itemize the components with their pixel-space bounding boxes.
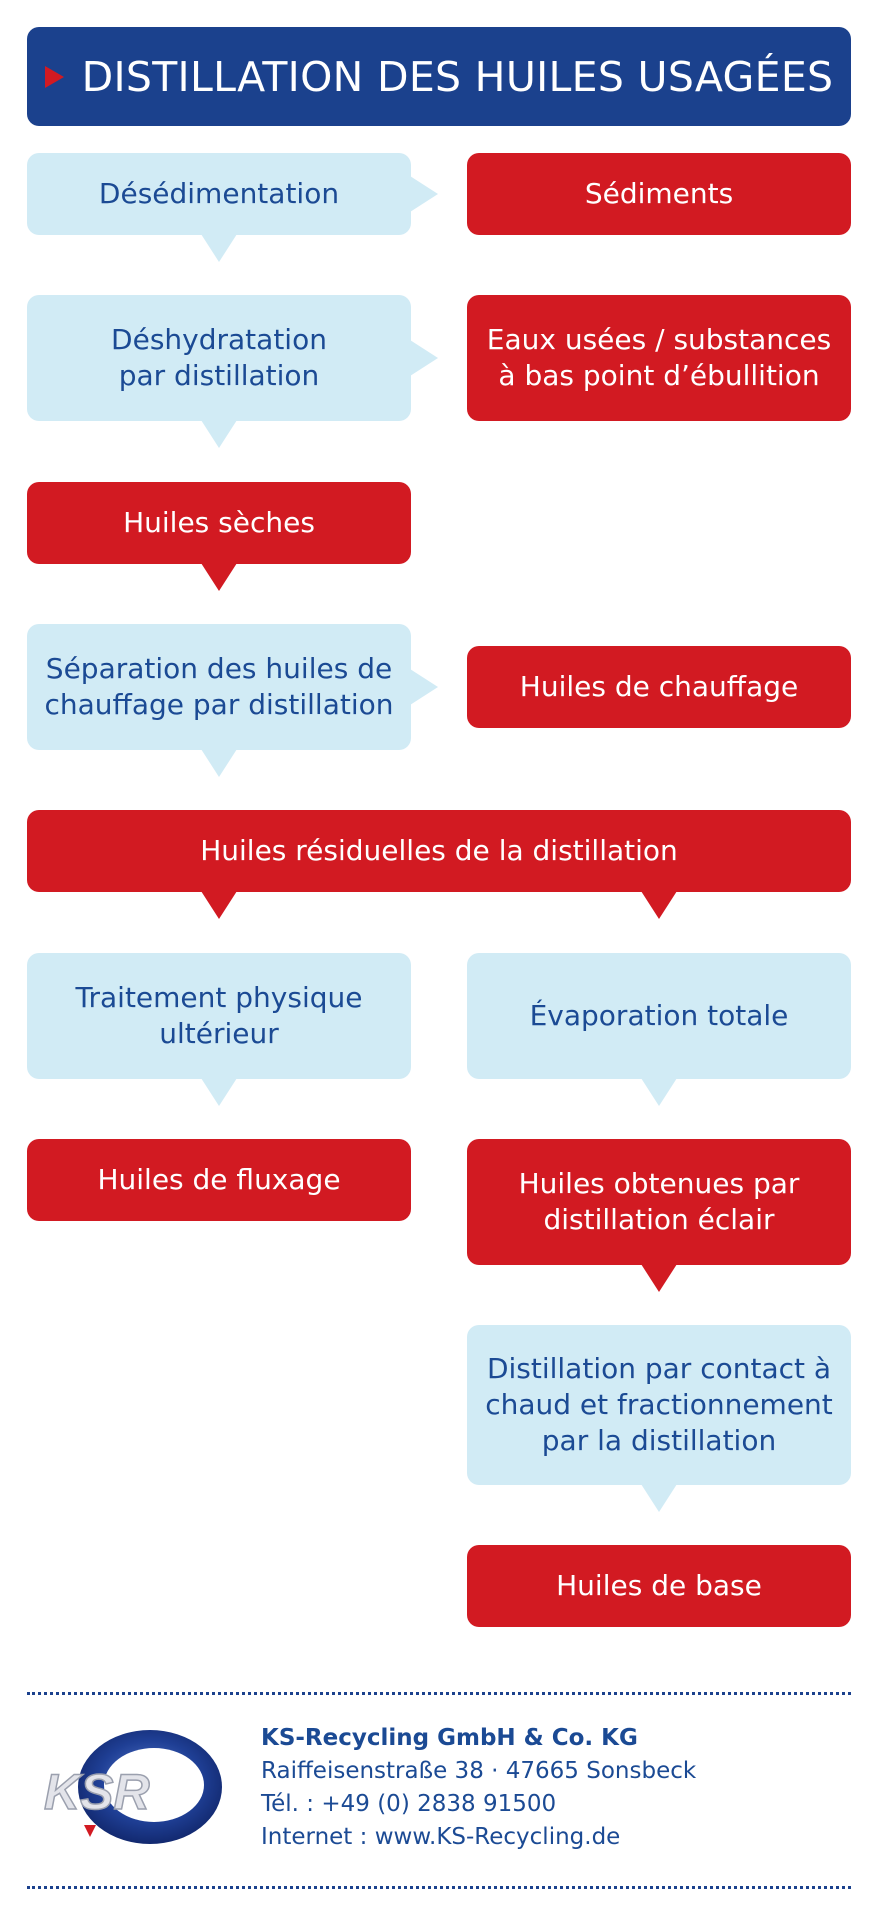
arrow-down-icon [201,234,237,262]
output-huiles-chauffage: Huiles de chauffage [467,646,851,728]
arrow-down-icon [641,1264,677,1292]
product-huiles-eclair: Huiles obtenues par distillation éclair [467,1139,851,1265]
company-name: KS-Recycling GmbH & Co. KG [261,1725,638,1751]
product-huiles-base: Huiles de base [467,1545,851,1627]
company-website: Internet : www.KS-Recycling.de [261,1824,621,1850]
page-title-banner [27,27,851,126]
arrow-down-icon [641,1484,677,1512]
step-deshydratation: Déshydratation par distillation [27,295,411,421]
divider [27,1692,851,1695]
company-address: Raiffeisenstraße 38 · 47665 Sonsbeck [261,1758,697,1784]
arrow-right-icon [410,176,438,212]
arrow-down-icon [201,1078,237,1106]
step-traitement-physique: Traitement physique ultérieur [27,953,411,1079]
arrow-down-icon [201,749,237,777]
ksr-logo [38,1725,228,1855]
product-huiles-seches: Huiles sèches [27,482,411,564]
output-sediments: Sédiments [467,153,851,235]
page-title: DISTILLATION DES HUILES USAGÉES [81,52,834,101]
output-eaux-usees: Eaux usées / substances à bas point d’ébullition [467,295,851,421]
arrow-down-icon [201,563,237,591]
arrow-down-icon [201,420,237,448]
arrow-right-icon [410,669,438,705]
product-huiles-fluxage: Huiles de fluxage [27,1139,411,1221]
arrow-down-icon [641,1078,677,1106]
step-distillation-contact: Distillation par contact à chaud et fractionnement par la distillation [467,1325,851,1485]
step-evaporation-totale: Évaporation totale [467,953,851,1079]
divider [27,1886,851,1889]
company-contact [261,1722,696,1854]
step-desedimentation: Désédimentation [27,153,411,235]
arrow-down-icon [641,891,677,919]
product-huiles-residuelles: Huiles résiduelles de la distillation [27,810,851,892]
company-phone: Tél. : +49 (0) 2838 91500 [261,1791,557,1817]
arrow-right-icon [410,340,438,376]
play-triangle-icon [45,66,64,88]
logo-text: KSR [44,1764,150,1820]
step-separation: Séparation des huiles de chauffage par distillation [27,624,411,750]
arrow-down-icon [201,891,237,919]
